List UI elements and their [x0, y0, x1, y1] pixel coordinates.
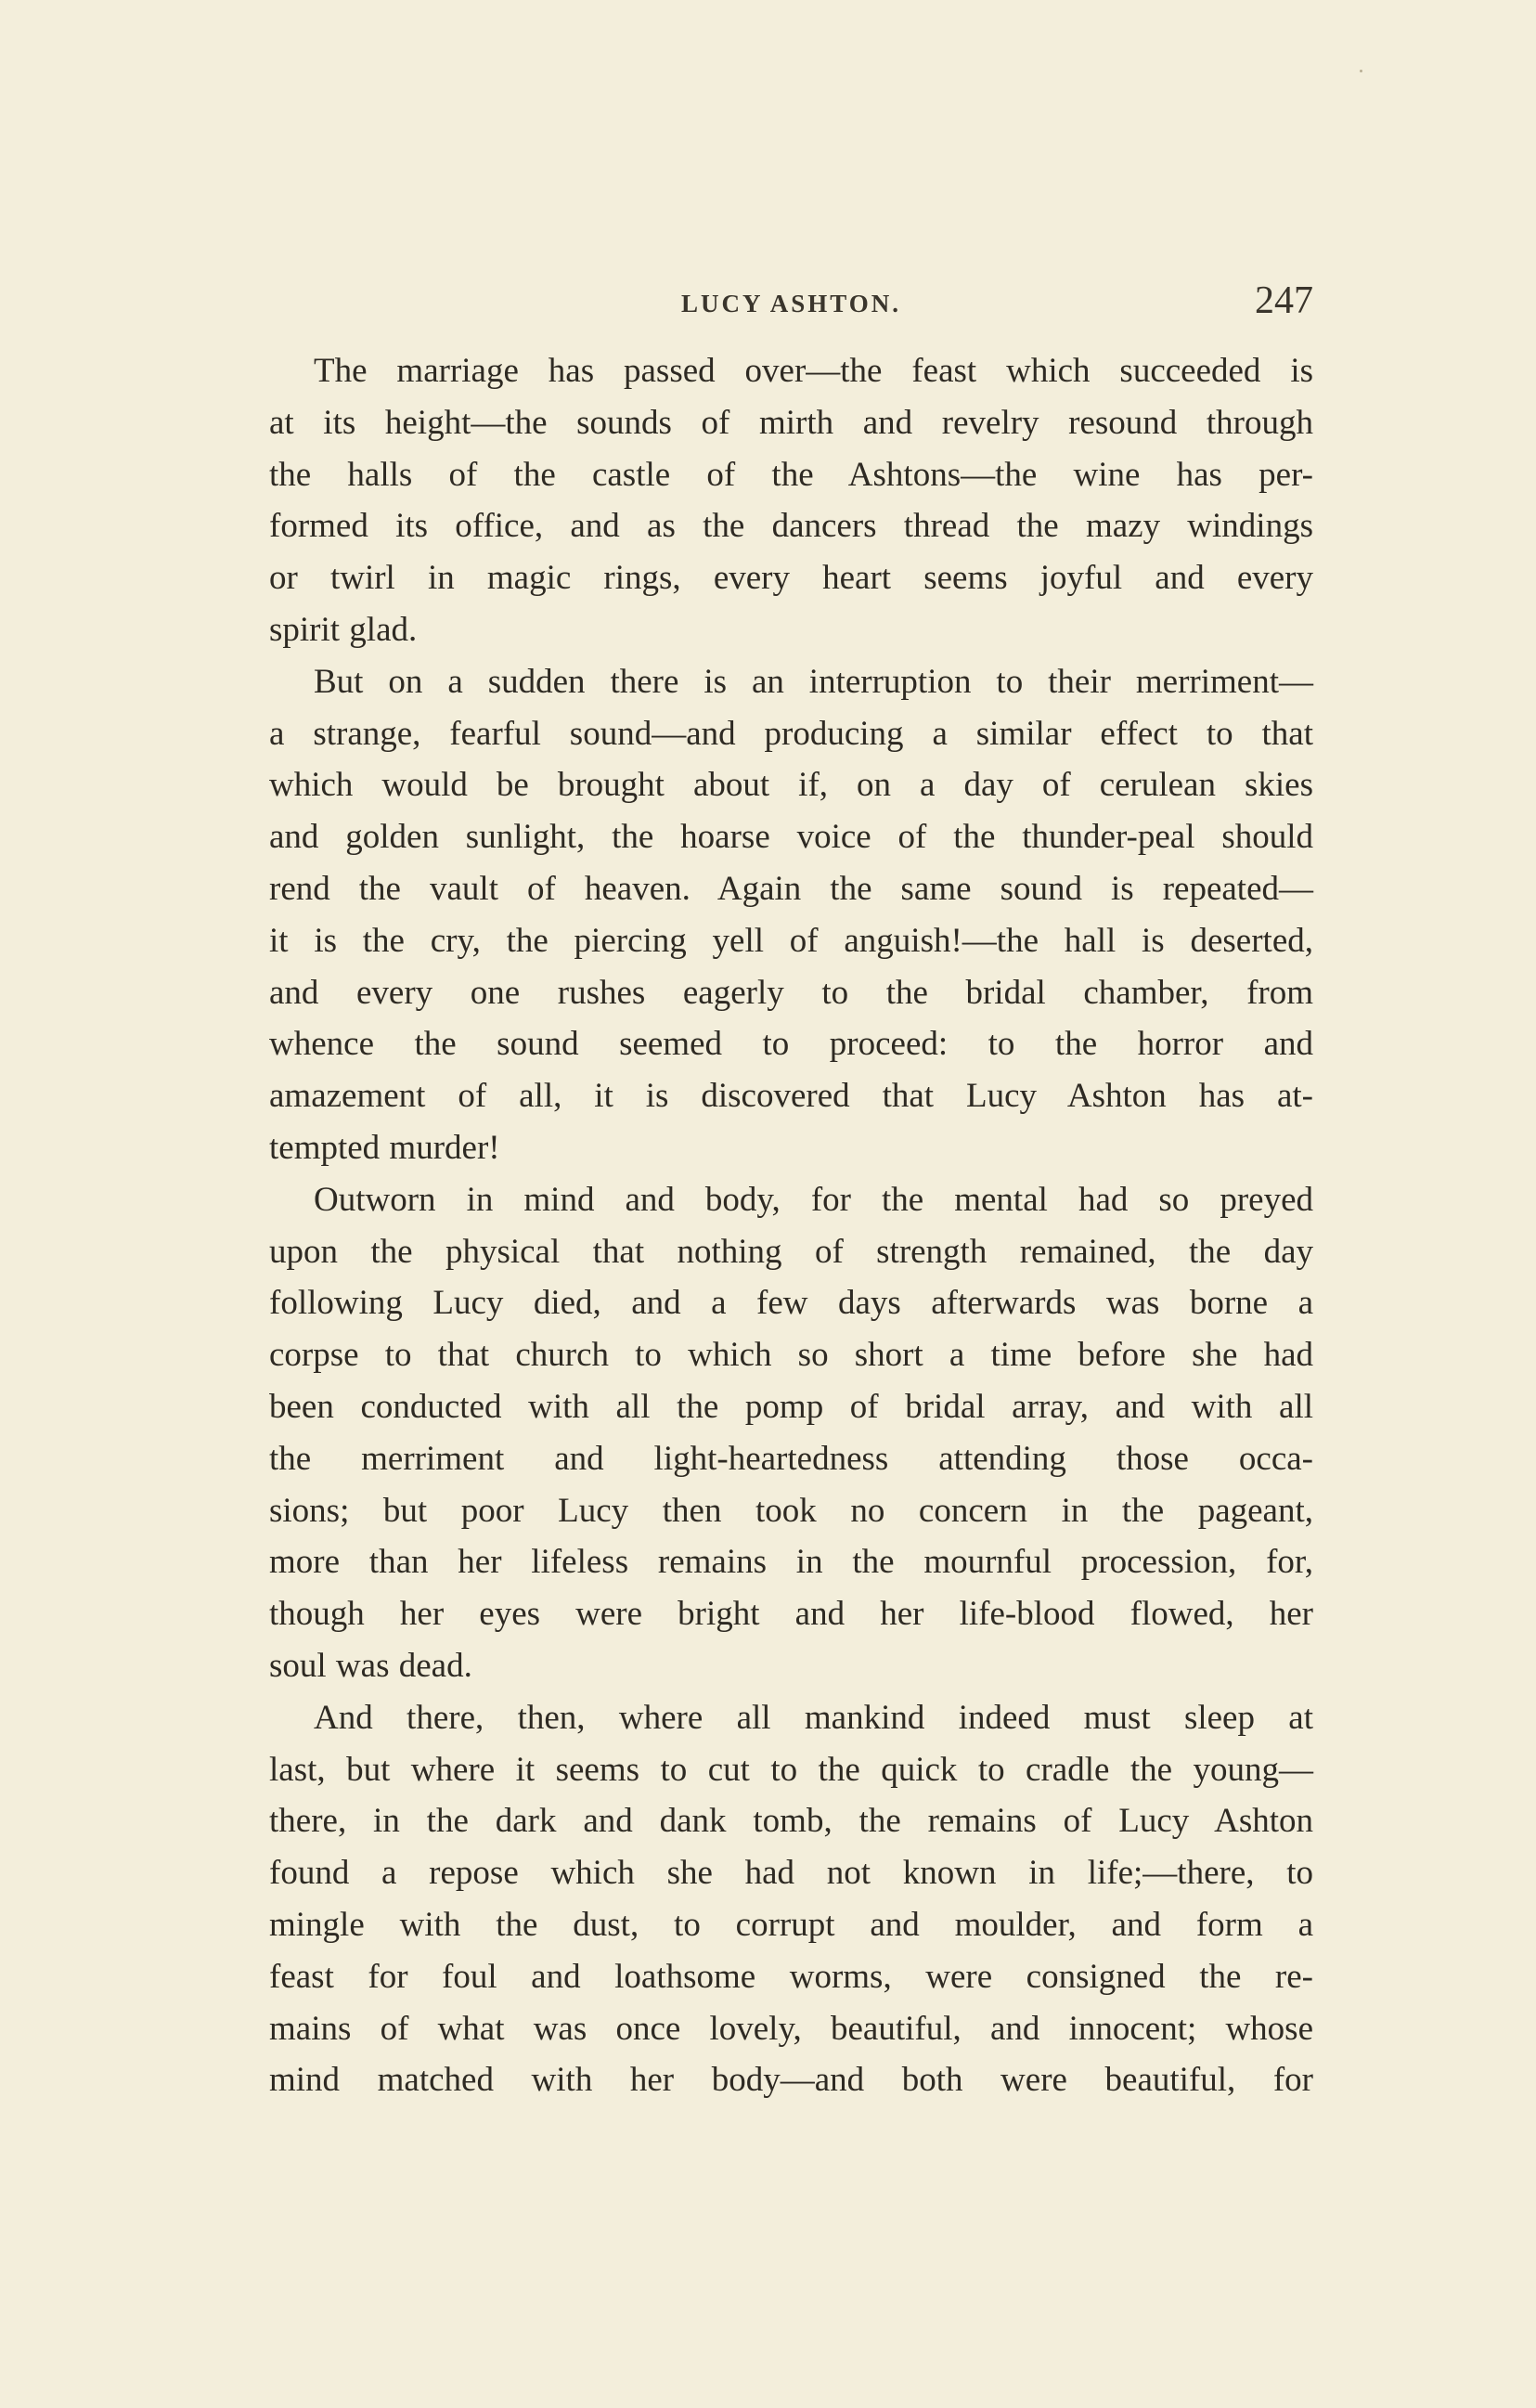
text-line: spirit glad.: [269, 610, 418, 649]
text-line: mains of what was once lovely, beautiful, and innocent; whose: [269, 2009, 1313, 2048]
text-line: upon the physical that nothing of strength remained, the day: [269, 1232, 1313, 1271]
text-line: found a repose which she had not known in life;—there, to: [269, 1854, 1313, 1893]
text-line: though her eyes were bright and her life-blood flowed, her: [269, 1595, 1313, 1634]
text-line: last, but where it seems to cut to the quick to cradle the young—: [269, 1750, 1313, 1789]
text-line: rend the vault of heaven. Again the same sound is repeated—: [269, 869, 1313, 908]
text-line: the halls of the castle of the Ashtons—the wine has per-: [269, 455, 1313, 494]
text-line: following Lucy died, and a few days afterwards was borne a: [269, 1284, 1313, 1323]
text-line: tempted murder!: [269, 1128, 500, 1167]
text-line: mind matched with her body—and both were beautiful, for: [269, 2061, 1313, 2100]
text-line: feast for foul and loathsome worms, were consigned the re-: [269, 1957, 1313, 1996]
text-line: sions; but poor Lucy then took no concern in the pageant,: [269, 1491, 1313, 1530]
text-line: Outworn in mind and body, for the mental had so preyed: [314, 1180, 1313, 1219]
text-line: a strange, fearful sound—and producing a similar effect to that: [269, 714, 1313, 753]
text-line: amazement of all, it is discovered that Lucy Ashton has at-: [269, 1077, 1313, 1116]
text-line: soul was dead.: [269, 1646, 472, 1685]
text-line: and golden sunlight, the hoarse voice of the thunder-peal should: [269, 818, 1313, 857]
text-line: corpse to that church to which so short a time before she had: [269, 1336, 1313, 1375]
page-number: 247: [1255, 279, 1313, 322]
running-head: LUCY ASHTON.: [680, 290, 902, 317]
paper-speck: [1360, 70, 1362, 72]
text-line: mingle with the dust, to corrupt and moulder, and form a: [269, 1905, 1313, 1944]
text-line: been conducted with all the pomp of bridal array, and with all: [269, 1387, 1313, 1426]
text-line: The marriage has passed over—the feast which succeeded is: [314, 352, 1313, 390]
text-line: it is the cry, the piercing yell of anguish!—the hall is deserted,: [269, 921, 1313, 960]
text-line: or twirl in magic rings, every heart seems joyful and every: [269, 559, 1313, 598]
text-line: But on a sudden there is an interruption to their merriment—: [314, 662, 1313, 701]
text-line: more than her lifeless remains in the mournful procession, for,: [269, 1543, 1313, 1582]
page-header: [269, 278, 1313, 334]
text-line: And there, then, where all mankind indeed must sleep at: [314, 1698, 1313, 1737]
text-line: and every one rushes eagerly to the bridal chamber, from: [269, 973, 1313, 1012]
text-line: formed its office, and as the dancers thread the mazy windings: [269, 507, 1313, 546]
text-line: which would be brought about if, on a day of cerulean skies: [269, 766, 1313, 805]
body-text: [269, 345, 1313, 2106]
text-line: there, in the dark and dank tomb, the remains of Lucy Ashton: [269, 1802, 1313, 1841]
text-line: the merriment and light-heartedness attending those occa-: [269, 1439, 1313, 1478]
text-line: at its height—the sounds of mirth and revelry resound through: [269, 403, 1313, 442]
text-line: whence the sound seemed to proceed: to the horror and: [269, 1025, 1313, 1064]
